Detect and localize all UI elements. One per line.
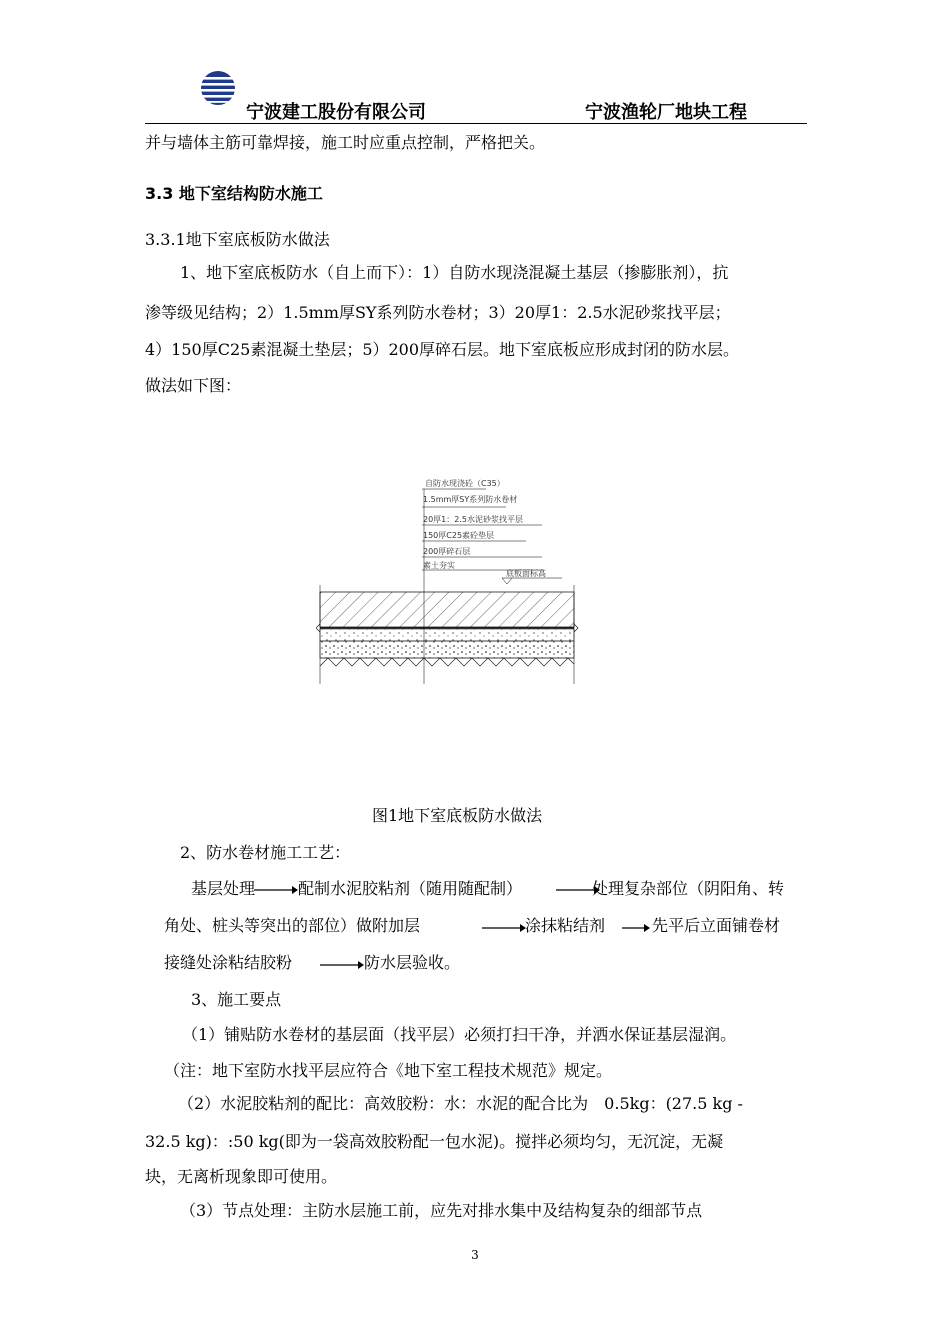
layer-label: 20厚1：2.5水泥砂浆找平层 (423, 515, 523, 524)
paragraph-line: 4）150厚C25素混凝土垫层；5）200厚碎石层。地下室底板应形成封闭的防水层。 (145, 340, 740, 359)
paragraph-line: （注：地下室防水找平层应符合《地下室工程技术规范》规定。 (164, 1061, 613, 1080)
list-item-title: 3、施工要点 (191, 990, 282, 1009)
waterproof-section-diagram (316, 470, 586, 690)
paragraph-line: 1、地下室底板防水（自上而下）：1）自防水现浇混凝土基层（掺膨胀剂），抗 (180, 263, 729, 282)
layer-label: 150厚C25素砼垫层 (423, 531, 495, 540)
layer-label: 200厚碎石层 (423, 547, 471, 556)
layer-label: 1.5mm厚SY系列防水卷材 (423, 495, 518, 504)
paragraph-line: 块，无离析现象即可使用。 (145, 1167, 338, 1186)
header-company: 宁波建工股份有限公司 (246, 102, 426, 123)
paragraph-line: （1）铺贴防水卷材的基层面（找平层）必须打扫干净，并洒水保证基层湿润。 (182, 1025, 737, 1044)
paragraph-line: 32.5 kg)：:50 kg(即为一袋高效胶粉配一包水泥)。搅拌必须均匀，无沉淀，无凝 (145, 1132, 724, 1151)
paragraph-line: （2）水泥胶粘剂的配比：高效胶粉：水：水泥的配合比为 0.5kg：(27.5 kg - (178, 1094, 743, 1113)
flow-step: 先平后立面铺卷材 (652, 916, 781, 935)
paragraph-line: 做法如下图： (145, 376, 242, 395)
paragraph-line: （3）节点处理：主防水层施工前，应先对排水集中及结构复杂的细部节点 (180, 1201, 703, 1220)
company-logo-icon (199, 68, 237, 108)
flow-step: 处理复杂部位（阴阳角、转 (592, 879, 785, 898)
arrow-icon (320, 956, 364, 970)
figure-caption: 图1地下室底板防水做法 (372, 806, 543, 825)
flow-step: 防水层验收。 (364, 953, 461, 972)
arrow-icon (482, 919, 526, 933)
section-title: 3.3 地下室结构防水施工 (145, 184, 323, 203)
layer-label: 自防水现浇砼（C35） (425, 479, 505, 488)
paragraph-line: 渗等级见结构；2）1.5mm厚SY系列防水卷材；3）20厚1：2.5水泥砂浆找平层； (145, 303, 731, 322)
list-item-title: 2、防水卷材施工工艺： (180, 843, 351, 862)
subsection-title: 3.3.1地下室底板防水做法 (145, 230, 330, 249)
flow-step: 接缝处涂粘结胶粉 (164, 953, 293, 972)
header-divider (145, 123, 807, 124)
header-project: 宁波渔轮厂地块工程 (585, 102, 747, 123)
flow-step: 角处、桩头等突出的部位）做附加层 (164, 916, 421, 935)
flow-step: 基层处理 (191, 879, 256, 898)
layer-label: 素土夯实 (423, 561, 455, 570)
page-number: 3 (471, 1248, 479, 1262)
flow-step: 配制水泥胶粘剂（随用随配制） (298, 879, 523, 898)
flow-step: 涂抹粘结剂 (525, 916, 606, 935)
arrow-icon (254, 881, 298, 895)
text-line: 并与墙体主筋可靠焊接，施工时应重点控制，严格把关。 (145, 133, 546, 152)
level-label: 底板面标高 (506, 569, 546, 578)
